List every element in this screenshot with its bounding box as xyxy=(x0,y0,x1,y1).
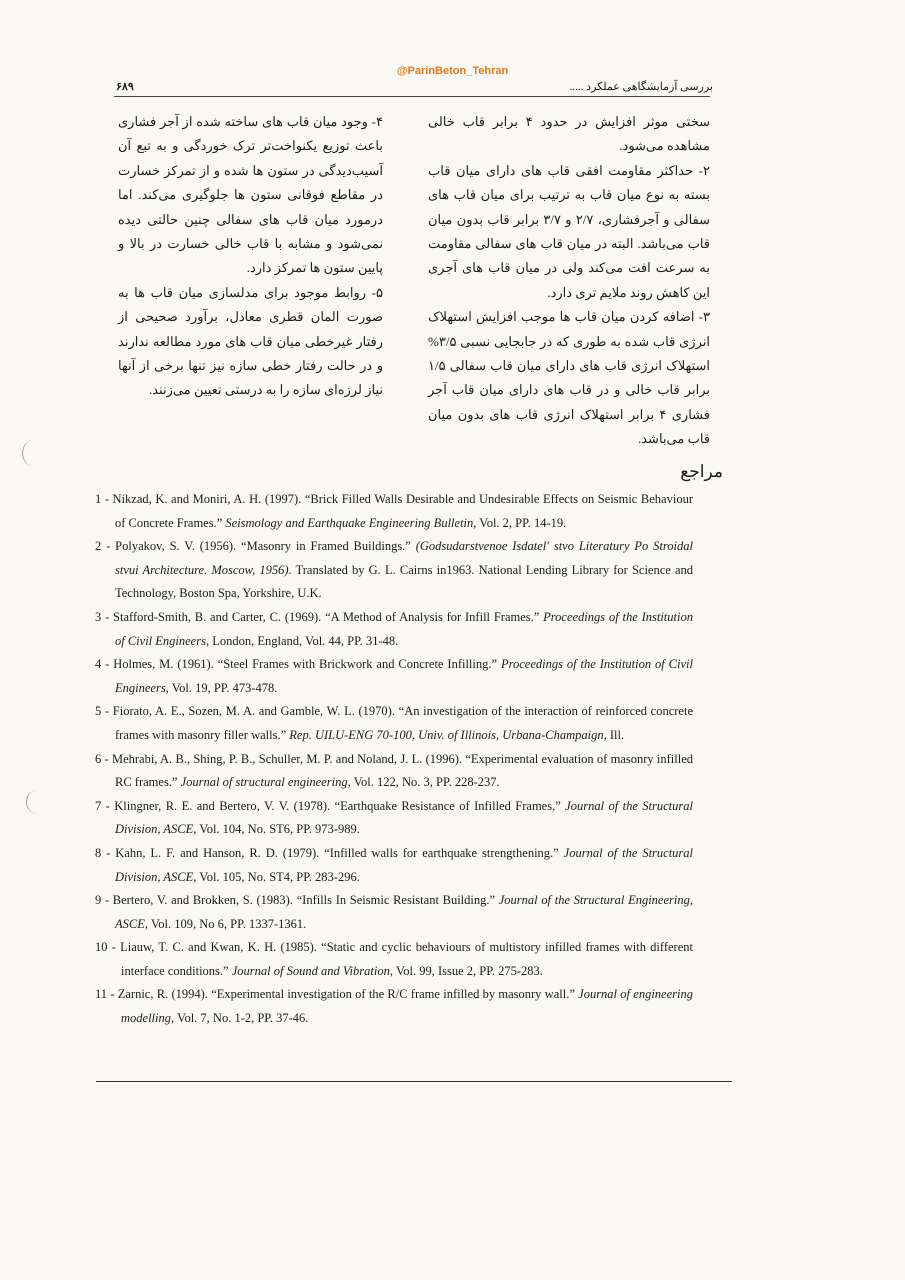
reference-details: , Vol. 19, PP. 473-478. xyxy=(165,680,278,695)
paragraph: ۲- حداکثر مقاومت افقی قاب های دارای میان قاب بسته به نوع میان قاب به ترتیب برای میان قاب های سفالی و آجرفشاری، ۲/۷ و ۳/۷ برابر قاب بدون میان قاب می‌باشد. البته در میان قاب های سفالی مقاومت به سرعت افت می‌کند ولی در میان قاب های آجری این کاهش روند ملایم تری دارد. xyxy=(428,162,710,300)
reference-number: 9 - xyxy=(95,893,113,908)
reference-source: (Godsudarstvenoe Isdatel' stvo Literatury Po Stroidal stvui Architecture. Moscow, 1956) xyxy=(115,539,693,577)
reference-source: Proceedings of the Institution of Civil Engineers xyxy=(115,609,693,648)
reference-source: Journal of Sound and Vibration xyxy=(231,963,390,978)
reference-source: Seismology and Earthquake Engineering Bulletin xyxy=(225,515,474,530)
reference-details: , Vol. 122, No. 3, PP. 228-237. xyxy=(347,775,500,790)
reference-details: , Vol. 2, PP. 14-19. xyxy=(473,515,567,530)
reference-text: Kahn, L. F. and Hanson, R. D. (1979). “Infilled walls for earthquake strengthening.” xyxy=(115,845,564,860)
header-rule xyxy=(114,96,710,97)
reference-number: 4 - xyxy=(95,657,114,672)
paragraph: سختی موثر افزایش در حدود ۴ برابر قاب خالی مشاهده می‌شود. xyxy=(428,114,710,154)
references-heading: مراجع xyxy=(680,462,723,481)
reference-source: Journal of the Structural Engineering, ASCE xyxy=(115,893,693,931)
reference-details: , Vol. 104, No. ST6, PP. 973-989. xyxy=(193,822,360,837)
body-column-left xyxy=(118,110,383,403)
reference-item xyxy=(95,700,693,747)
reference-item xyxy=(95,748,693,795)
page-number: ۶۸۹ xyxy=(116,81,134,93)
reference-item xyxy=(95,535,693,606)
reference-item xyxy=(95,983,693,1030)
reference-text: Nikzad, K. and Moniri, A. H. (1997). “Brick Filled Walls Desirable and Undesirable Effects on Seismic Behaviour of Concrete Frames.” xyxy=(112,492,693,530)
reference-text: Holmes, M. (1961). “Steel Frames with Brickwork and Concrete Infilling.” xyxy=(113,657,501,672)
scan-smudge xyxy=(22,440,45,466)
reference-number: 10 - xyxy=(95,940,121,955)
reference-text: Fiorato, A. E., Sozen, M. A. and Gamble, W. L. (1970). “An investigation of the interaction of reinforced concrete frames with masonry filler walls.” xyxy=(112,704,693,742)
reference-details: , Vol. 7, No. 1-2, PP. 37-46. xyxy=(171,1011,309,1026)
reference-number: 2 - xyxy=(95,539,116,554)
watermark-handle: @ParinBeton_Tehran xyxy=(396,65,509,77)
reference-item xyxy=(95,889,693,936)
reference-details: , Vol. 105, No. ST4, PP. 283-296. xyxy=(193,869,360,884)
reference-details: , Vol. 109, No 6, PP. 1337-1361. xyxy=(144,916,307,931)
reference-text: Zarnic, R. (1994). “Experimental investigation of the R/C frame infilled by masonry wall.” xyxy=(117,987,579,1002)
reference-details: , London, England, Vol. 44, PP. 31-48. xyxy=(205,633,399,648)
reference-details: . Translated by G. L. Cairns in1963. National Lending Library for Science and Technology, Boston Spa, Yorkshire, U.K. xyxy=(115,562,694,601)
reference-details: , Vol. 99, Issue 2, PP. 275-283. xyxy=(389,963,543,978)
reference-source: Proceedings of the Institution of Civil Engineers xyxy=(115,657,693,695)
paragraph: ۴- وجود میان قاب های ساخته شده از آجر فشاری باعث توزیع یکنواخت‌تر ترک خوردگی و به تبع آن آسیب‌دیدگی در ستون ها شده و از تمرکز خسارت در مقاطع فوقانی ستون ها جلوگیری می‌کند. اما درمورد میان قاب های سفالی چنین حالتی دیده نمی‌شود و مشابه با قاب خالی خسارت در بالا و پایین ستون ها تمرکز دارد. xyxy=(118,114,383,276)
reference-number: 11 - xyxy=(95,987,118,1002)
reference-number: 1 - xyxy=(95,492,113,506)
reference-number: 5 - xyxy=(95,704,113,719)
scan-smudge xyxy=(26,790,49,814)
reference-item xyxy=(95,842,693,889)
reference-source: Journal of engineering modelling xyxy=(121,987,693,1026)
reference-item xyxy=(95,795,693,842)
footer-rule xyxy=(96,1081,732,1082)
reference-text: Liauw, T. C. and Kwan, K. H. (1985). “Static and cyclic behaviours of multistory infilled frames with different interface conditions.” xyxy=(120,940,693,978)
reference-item xyxy=(95,606,693,653)
reference-text: Mehrabi, A. B., Shing, P. B., Schuller, M. P. and Noland, J. L. (1996). “Experimental evaluation of masonry infilled RC frames.” xyxy=(111,751,693,790)
reference-item xyxy=(95,936,693,983)
reference-item xyxy=(95,488,693,535)
reference-list xyxy=(61,488,693,1031)
reference-item xyxy=(95,653,693,700)
reference-number: 6 - xyxy=(95,751,112,766)
reference-text: Polyakov, S. V. (1956). “Masonry in Framed Buildings.” xyxy=(115,539,416,554)
reference-text: Klingner, R. E. and Bertero, V. V. (1978). “Earthquake Resistance of Infilled Frames,” xyxy=(114,798,566,813)
running-head: بررسی آزمایشگاهی عملکرد ..... xyxy=(569,81,713,93)
reference-number: 7 - xyxy=(95,798,115,813)
reference-text: Bertero, V. and Brokken, S. (1983). “Infills In Seismic Resistant Building.” xyxy=(112,893,499,908)
body-column-right xyxy=(428,110,710,452)
reference-text: Stafford-Smith, B. and Carter, C. (1969). “A Method of Analysis for Infill Frames.” xyxy=(113,609,544,624)
reference-source: Journal of the Structural Division, ASCE xyxy=(115,798,693,837)
reference-number: 8 - xyxy=(95,845,116,860)
paragraph: ۳- اضافه کردن میان قاب ها موجب افزایش استهلاک انرژی قاب شده به طوری که در جابجایی نسبی ۳/۵% استهلاک انرژی قاب های دارای میان قاب سفالی ۱/۵ برابر قاب خالی و در قاب های دارای میان قاب آجر فشاری ۴ برابر استهلاک انرژی قاب های بدون میان قاب می‌باشد. xyxy=(428,309,710,447)
reference-source: Journal of structural engineering xyxy=(180,775,348,790)
reference-source: Rep. UILU-ENG 70-100, Univ. of Illinois, Urbana-Champaign xyxy=(289,727,604,742)
reference-number: 3 - xyxy=(95,609,114,624)
reference-details: , Ill. xyxy=(603,727,625,742)
reference-source: Journal of the Structural Division, ASCE xyxy=(115,845,694,884)
paragraph: ۵- روابط موجود برای مدلسازی میان قاب ها به صورت المان قطری معادل، برآورد صحیحی از رفتار غیرخطی میان قاب های مورد مطالعه ندارند و در حالت رفتار خطی سازه نیز تنها برخی از آنها نیاز لرزه‌ای سازه را به درستی تعیین می‌زنند. xyxy=(118,284,383,398)
